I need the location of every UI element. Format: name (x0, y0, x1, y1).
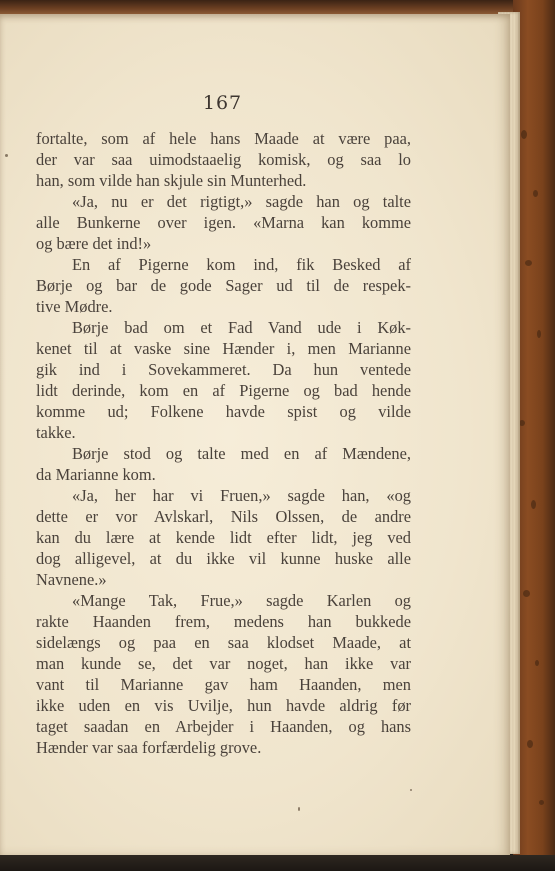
text-line: gik ind i Sovekammeret. Da hun ventede (36, 360, 411, 379)
text-line: «Ja, nu er det rigtigt,» sagde han og talte (72, 192, 411, 211)
foxing-spot (533, 190, 538, 197)
text-line: «Ja, her har vi Fruen,» sagde han, «og (72, 486, 411, 505)
text-line: da Marianne kom. (36, 465, 156, 484)
foxing-spot (521, 130, 527, 139)
text-line: Hænder var saa forfærdelig grove. (36, 738, 262, 757)
paper-speck (410, 789, 412, 791)
text-line: dette er vor Avlskarl, Nils Olssen, de andre (36, 507, 411, 526)
foxing-spot (531, 500, 536, 509)
text-line: tive Mødre. (36, 297, 113, 316)
text-line: taget saadan en Arbejder i Haanden, og hans (36, 717, 411, 736)
text-line: ikke uden en vis Uvilje, hun havde aldrig før (36, 696, 411, 715)
paper-speck (5, 154, 8, 157)
body-text (36, 128, 411, 758)
text-line: og bære det ind!» (36, 234, 152, 253)
foxing-spot (537, 330, 541, 338)
foxing-spot (539, 800, 544, 805)
foxing-spot (535, 660, 539, 666)
page-number: 167 (202, 92, 243, 114)
text-line: kenet til at vaske sine Hænder i, men Marianne (36, 339, 411, 358)
text-line: sidelængs og paa en saa klodset Maade, at (36, 633, 411, 652)
text-line: Børje stod og talte med en af Mændene, (72, 444, 411, 463)
text-line: vant til Marianne gav ham Haanden, men (36, 675, 411, 694)
text-line: Børje bad om et Fad Vand ude i Køk- (72, 318, 411, 337)
text-line: rakte Haanden frem, medens han bukkede (36, 612, 411, 631)
text-line: En af Pigerne kom ind, fik Besked af (72, 255, 411, 274)
paper-speck (298, 807, 300, 811)
foxing-spot (525, 260, 532, 266)
scan-bottom-shadow (0, 855, 555, 871)
book-cover-top-edge (0, 0, 555, 14)
text-line: man kunde se, det var noget, han ikke var (36, 654, 411, 673)
book-page (0, 14, 510, 856)
foxing-spot (523, 590, 530, 597)
foxing-spot (527, 740, 533, 748)
text-line: takke. (36, 423, 76, 442)
text-line: Navnene.» (36, 570, 107, 589)
text-line: «Mange Tak, Frue,» sagde Karlen og (72, 591, 411, 610)
text-line: dog alligevel, at du ikke vil kunne huske alle (36, 549, 411, 568)
text-line: Børje og bar de gode Sager ud til de respek- (36, 276, 411, 295)
text-line: komme ud; Folkene havde spist og vilde (36, 402, 411, 421)
text-line: fortalte, som af hele hans Maade at være paa, (36, 129, 411, 148)
text-line: lidt derinde, kom en af Pigerne og bad hende (36, 381, 411, 400)
text-line: han, som vilde han skjule sin Munterhed. (36, 171, 307, 190)
text-line: alle Bunkerne over igen. «Marna kan komme (36, 213, 411, 232)
text-line: kan du lære at kende lidt efter lidt, jeg ved (36, 528, 411, 547)
text-line: der var saa uimodstaaelig komisk, og saa lo (36, 150, 411, 169)
